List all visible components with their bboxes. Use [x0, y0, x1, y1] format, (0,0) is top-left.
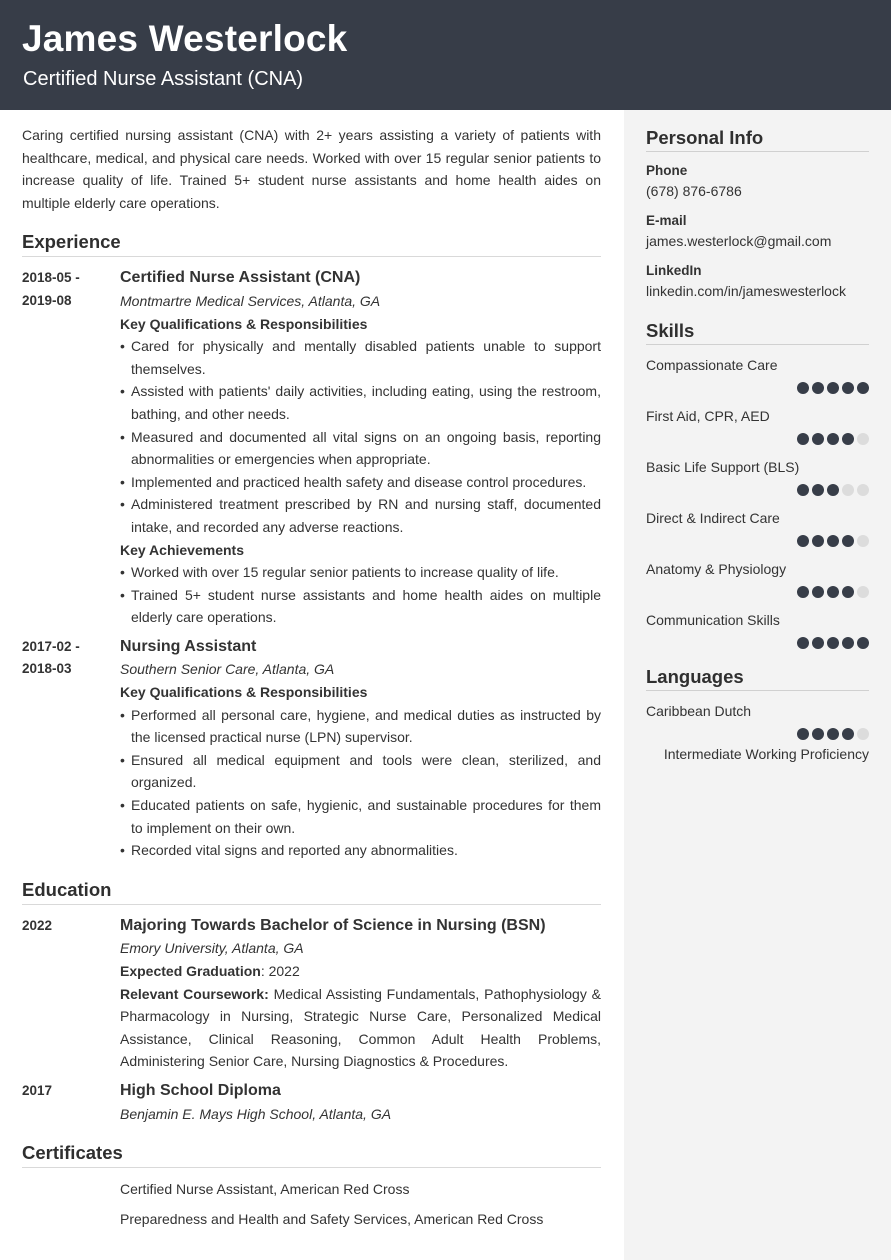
rating-dot-empty: [857, 586, 869, 598]
rating-dot-filled: [827, 535, 839, 547]
rating-dot-filled: [842, 535, 854, 547]
education-entry: [22, 1080, 601, 1125]
list-item: • Administered treatment prescribed by RN and nursing staff, documented intake, and recorded any adverse reactions.: [120, 493, 601, 538]
linkedin-label: LinkedIn: [646, 263, 702, 278]
rating-dot-filled: [842, 433, 854, 445]
expected-graduation: Expected Graduation: 2022: [120, 963, 300, 979]
rating-dot-filled: [842, 382, 854, 394]
degree-title: High School Diploma: [120, 1081, 281, 1099]
rating-dots: [646, 728, 869, 740]
skill-item: [646, 459, 869, 496]
rating-dot-filled: [827, 637, 839, 649]
skill-item: [646, 612, 869, 649]
experience-date: 2017-02 - 2018-03: [22, 638, 80, 677]
rating-dot-filled: [812, 637, 824, 649]
list-item: • Cared for physically and mentally disabled patients unable to support themselves.: [120, 335, 601, 380]
skill-name: Basic Life Support (BLS): [646, 459, 800, 475]
qualifications-heading: Key Qualifications & Responsibilities: [120, 684, 368, 701]
rating-dot-filled: [812, 433, 824, 445]
skill-name: Communication Skills: [646, 612, 780, 628]
qualifications-list: [120, 704, 601, 862]
list-item: • Performed all personal care, hygiene, and medical duties as instructed by the licensed practical nurse (LPN) supervisor.: [120, 704, 601, 749]
rating-dot-filled: [797, 637, 809, 649]
list-item: • Ensured all medical equipment and tools were clean, sterilized, and organized.: [120, 749, 601, 794]
skills-list: [646, 357, 869, 649]
language-name: Caribbean Dutch: [646, 703, 752, 719]
skill-name: Direct & Indirect Care: [646, 510, 780, 526]
rating-dot-filled: [812, 535, 824, 547]
rating-dots: [646, 535, 869, 547]
rating-dots: [646, 433, 869, 445]
email-label: E-mail: [646, 213, 687, 228]
summary-paragraph: Caring certified nursing assistant (CNA) with 2+ years assisting a variety of patients with healthcare, medical, and physical care needs. Worked with over 15 regular senior patients to increase quality of life. Trained 5+ student nurse assistants and home health aides on multiple elderly care operations.: [22, 127, 601, 211]
rating-dot-filled: [797, 586, 809, 598]
rating-dot-filled: [812, 728, 824, 740]
rating-dot-empty: [857, 484, 869, 496]
rating-dot-empty: [857, 728, 869, 740]
degree-title: Majoring Towards Bachelor of Science in Nursing (BSN): [120, 916, 546, 934]
job-organization: Montmartre Medical Services, Atlanta, GA: [120, 292, 381, 309]
rating-dot-filled: [827, 433, 839, 445]
rating-dot-filled: [812, 484, 824, 496]
skill-item: [646, 357, 869, 394]
certificate-item: Preparedness and Health and Safety Services, American Red Cross: [120, 1211, 544, 1228]
list-item: • Educated patients on safe, hygienic, and sustainable procedures for them to implement on their own.: [120, 794, 601, 839]
list-item: • Implemented and practiced health safety and disease control procedures.: [120, 471, 601, 494]
candidate-name: James Westerlock: [22, 18, 348, 59]
resume-header: [0, 0, 891, 110]
relevant-coursework: Relevant Coursework: Medical Assisting Fundamentals, Pathophysiology & Pharmacology in Nursing, Strategic Nurse Care, Personalized Medical Assistance, Clinical Reasoning, Common Adult Health Problems, Administering Senior Care, Nursing Diagnostics & Procedures.: [120, 985, 601, 1070]
list-item: • Recorded vital signs and reported any abnormalities.: [120, 839, 601, 862]
job-organization: Southern Senior Care, Atlanta, GA: [120, 661, 335, 678]
experience-heading: Experience: [22, 231, 601, 257]
rating-dot-empty: [842, 484, 854, 496]
rating-dot-filled: [827, 484, 839, 496]
job-role: Nursing Assistant: [120, 637, 257, 655]
qualifications-list: [120, 335, 601, 538]
rating-dot-filled: [857, 382, 869, 394]
skill-name: Compassionate Care: [646, 357, 778, 373]
achievements-heading: Key Achievements: [120, 541, 244, 558]
experience-entry: [22, 636, 601, 862]
list-item: • Assisted with patients' daily activities, including eating, using the restroom, bathing, and other needs.: [120, 380, 601, 425]
rating-dot-filled: [857, 637, 869, 649]
language-proficiency: Intermediate Working Proficiency: [663, 746, 869, 762]
skill-item: [646, 510, 869, 547]
rating-dot-filled: [842, 586, 854, 598]
rating-dot-empty: [857, 433, 869, 445]
list-item: • Worked with over 15 regular senior patients to increase quality of life.: [120, 561, 601, 584]
education-heading: Education: [22, 879, 601, 905]
school-name: Benjamin E. Mays High School, Atlanta, GA: [120, 1105, 392, 1122]
skill-name: Anatomy & Physiology: [646, 561, 787, 577]
rating-dot-filled: [797, 484, 809, 496]
list-item: • Measured and documented all vital signs on an ongoing basis, reporting abnormalities or emergencies when appropriate.: [120, 426, 601, 471]
phone-value: (678) 876-6786: [646, 183, 742, 199]
rating-dot-filled: [812, 586, 824, 598]
rating-dots: [646, 484, 869, 496]
education-year: 2022: [22, 917, 53, 933]
achievements-list: [120, 561, 601, 629]
email-value: james.westerlock@gmail.com: [646, 233, 832, 249]
certificate-item: Certified Nurse Assistant, American Red Cross: [120, 1181, 410, 1198]
languages-heading: Languages: [646, 666, 869, 691]
phone-label: Phone: [646, 163, 688, 178]
education-year: 2017: [22, 1082, 53, 1098]
languages-list: [646, 703, 869, 762]
rating-dot-filled: [827, 382, 839, 394]
rating-dot-filled: [797, 535, 809, 547]
skill-name: First Aid, CPR, AED: [646, 408, 770, 424]
linkedin-value: linkedin.com/in/jameswesterlock: [646, 283, 846, 299]
rating-dots: [646, 586, 869, 598]
rating-dot-filled: [842, 728, 854, 740]
job-role: Certified Nurse Assistant (CNA): [120, 269, 361, 287]
experience-entry: [22, 267, 601, 629]
rating-dot-filled: [827, 728, 839, 740]
rating-dot-filled: [842, 637, 854, 649]
certificates-heading: Certificates: [22, 1142, 601, 1168]
education-entry: [22, 915, 601, 1073]
rating-dots: [646, 382, 869, 394]
skills-heading: Skills: [646, 320, 869, 345]
main-column: [22, 110, 601, 1230]
experience-date: 2018-05 - 2019-08: [22, 270, 80, 308]
skill-item: [646, 408, 869, 445]
personal-info-heading: Personal Info: [646, 127, 869, 152]
skill-item: [646, 561, 869, 598]
sidebar: [624, 110, 891, 1260]
school-name: Emory University, Atlanta, GA: [120, 940, 304, 957]
rating-dot-filled: [827, 586, 839, 598]
list-item: • Trained 5+ student nurse assistants and home health aides on multiple elderly care operations.: [120, 584, 601, 629]
rating-dot-filled: [797, 382, 809, 394]
language-item: [646, 703, 869, 762]
qualifications-heading: Key Qualifications & Responsibilities: [120, 315, 368, 332]
rating-dot-empty: [857, 535, 869, 547]
candidate-title: Certified Nurse Assistant (CNA): [23, 68, 304, 90]
rating-dot-filled: [797, 433, 809, 445]
rating-dot-filled: [797, 728, 809, 740]
rating-dots: [646, 637, 869, 649]
rating-dot-filled: [812, 382, 824, 394]
